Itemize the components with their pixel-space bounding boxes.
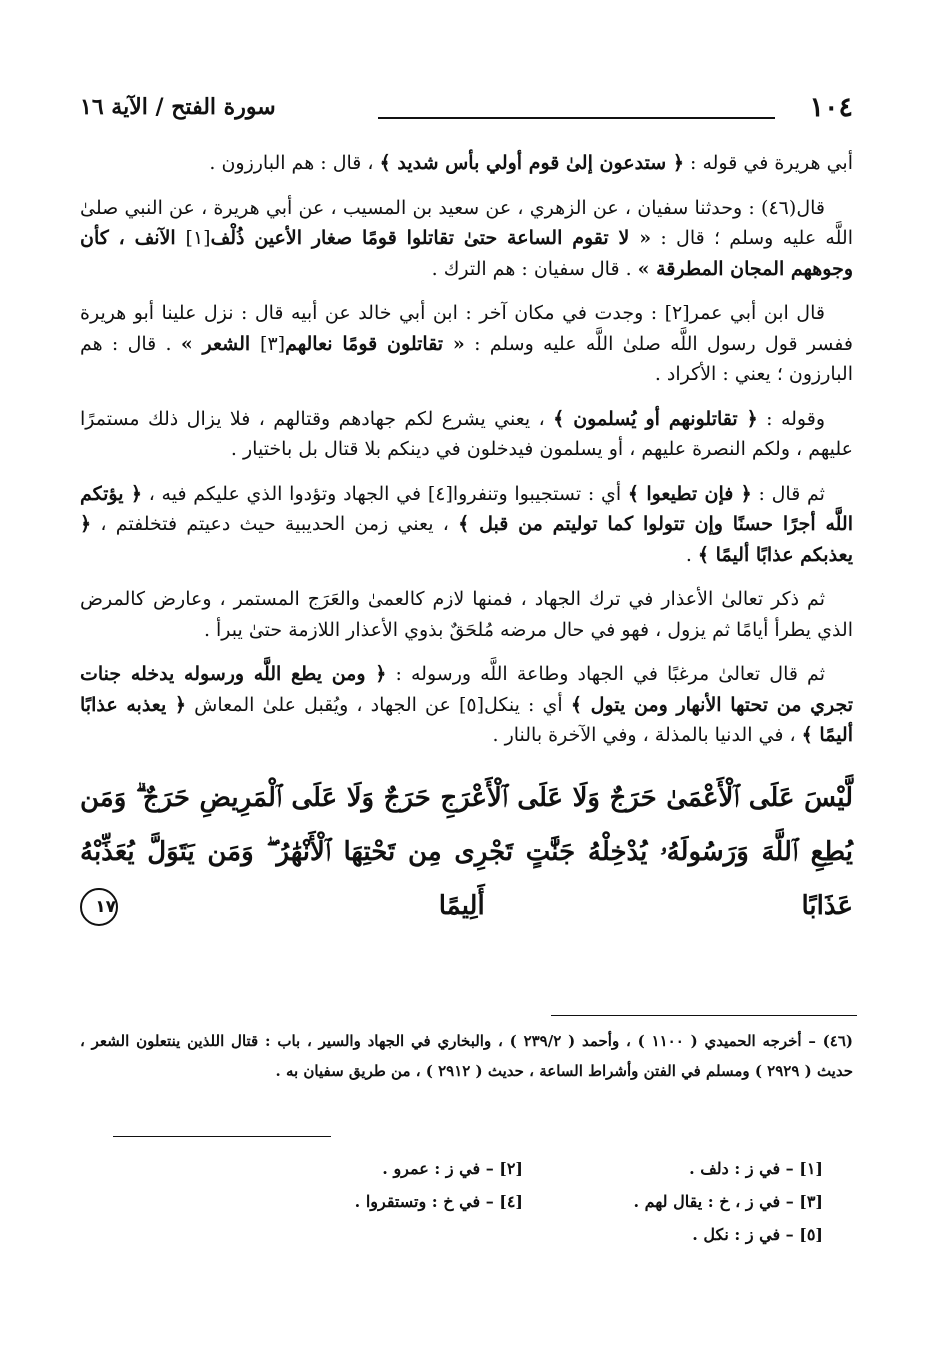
page-number: ١٠٤ xyxy=(809,92,853,123)
text-segment: [٤] xyxy=(427,482,453,505)
quoted-text: الشعر » xyxy=(180,332,261,355)
text-segment: : وجدت في مكان آخر : ابن أبي خالد عن أبيه قال : نزل علينا أبو هريرة ففسر قول رسول اللَّه صلىٰ اللَّه عليه وسلم : xyxy=(80,302,853,355)
text-segment: [٥] xyxy=(458,693,485,716)
quoted-text: ﴿ فإن تطيعوا ﴾ xyxy=(627,482,752,505)
text-segment: [٣] xyxy=(260,332,286,355)
variant-note: [١] – في ز : دلف . xyxy=(689,1159,823,1178)
variant-note xyxy=(223,1218,523,1251)
text-segment: [٢] xyxy=(664,302,690,324)
text-segment: ، قال : هم البارزون . xyxy=(209,152,380,174)
variant-note: [٢] – في ز : عمرو . xyxy=(382,1159,523,1178)
text-segment: ، في الدنيا بالمذلة ، وفي الآخرة بالنار . xyxy=(492,724,802,746)
text-segment: أبي هريرة في قوله : xyxy=(683,152,853,174)
quoted-text: ﴿ ستدعون إلىٰ قوم أولي بأس شديد ﴾ xyxy=(379,152,684,174)
text-segment: : وحدثنا سفيان ، عن الزهري ، عن سعيد بن المسيب ، عن أبي هريرة ، عن النبي صلىٰ اللَّه عليه وسلم ؛ قال : xyxy=(80,196,853,249)
paragraph xyxy=(80,193,853,285)
ayah-number-badge: ١٧ xyxy=(80,888,118,926)
text-segment: قال ابن أبي عمر xyxy=(689,302,825,324)
variant-note: [٥] – في ز : نكل . xyxy=(692,1225,823,1244)
manuscript-variants xyxy=(223,1152,823,1251)
page-header xyxy=(80,92,853,132)
quoted-text: الآنف ، كأن وجوههم المجان المطرقة » xyxy=(80,227,853,280)
footnote-46: (٤٦) – أخرجه الحميدي ( ١١٠٠ ) ، وأحمد ( ٢٣٩/٢ ) ، والبخاري في الجهاد والسير ، باب : قتال اللذين ينتعلون الشعر ، حديث ( ٢٩٢٩ ) ومسلم في الفتن وأشراط الساعة ، حديث ( ٢٩١٢ ) ، من طريق سفيان به . xyxy=(80,1032,853,1080)
paragraph xyxy=(80,479,853,571)
text-segment: . xyxy=(685,543,698,566)
quoted-text: ﴿ يعذبكم عذابًا أليمًا ﴾ xyxy=(80,513,853,566)
text-segment: (٤٦) xyxy=(761,196,797,219)
paragraph-list xyxy=(80,148,853,751)
text-segment: . قال : هم البارزون ؛ يعني : الأكراد . xyxy=(80,332,853,385)
text-segment: أي : تستجيبوا وتنفروا xyxy=(452,482,628,505)
text-segment: أي : ينكل xyxy=(484,693,571,716)
text-segment: قال xyxy=(796,196,825,219)
quoted-text: ﴿ يؤتكم اللَّه أجرًا حسنًا وإن تتولوا كما توليتم من قبل ﴾ xyxy=(80,482,853,535)
text-segment: ثم قال : xyxy=(751,482,825,505)
text-segment: . قال سفيان : هم الترك . xyxy=(431,257,638,280)
quoted-text: « تقاتلون قومًا نعالهم xyxy=(285,332,465,355)
text-segment: ، يعني يشرع لكم جهادهم وقتالهم ، فلا يزال ذلك مستمرًا عليهم ، ولكم النصرة عليهم ، أو يسلمون فيدخلون في دينكم بلا قتال بل باختيار . xyxy=(80,407,853,460)
footnote-separator xyxy=(551,1015,857,1016)
text-segment: ثم ذكر تعالىٰ الأعذار في ترك الجهاد ، فمنها لازم كالعمىٰ والعَرَج المستمر ، وعارض كالمرض الذي يطرأ أيامًا ثم يزول ، فهو في حال مرضه مُلحَقٌ بذوي الأعذار اللازمة حتىٰ يبرأ . xyxy=(80,588,853,641)
quran-verse xyxy=(80,771,853,933)
paragraph xyxy=(80,584,853,645)
variant-row xyxy=(223,1185,823,1218)
text-segment: وقوله : xyxy=(757,407,825,430)
paragraph xyxy=(80,298,853,390)
variant-row xyxy=(223,1218,823,1251)
quoted-text: ﴿ تقاتلونهم أو يُسلمون ﴾ xyxy=(553,407,758,430)
variant-row xyxy=(223,1152,823,1185)
header-rule xyxy=(378,117,775,119)
variant-note: [٤] – في خ : وتستقروا . xyxy=(354,1192,523,1211)
text-segment: في الجهاد وتؤدوا الذي عليكم فيه ، xyxy=(141,482,428,505)
commentary-body xyxy=(80,148,853,933)
paragraph xyxy=(80,659,853,751)
quoted-text: ﴿ يعذبه عذابًا أليمًا ﴾ xyxy=(80,693,853,746)
variant-note: [٣] – في ز ، خ : يقال لهم . xyxy=(633,1192,823,1211)
quoted-text: « لا تقوم الساعة حتىٰ تقاتلوا قومًا صغار الأعين ذُلْف xyxy=(210,227,652,249)
surah-title: سورة الفتح / الآية ١٦ xyxy=(80,94,276,120)
quoted-text: ﴿ ومن يطع اللَّه ورسوله يدخله جنات تجري من تحتها الأنهار ومن يتول ﴾ xyxy=(80,663,853,716)
text-segment: ، يعني زمن الحديبية حيث دعيتم فتخلفتم ، xyxy=(91,513,459,535)
text-segment: [١] xyxy=(185,227,211,249)
verse-text: لَّيْسَ عَلَى ٱلْأَعْمَىٰ حَرَجٌ وَلَا عَلَى ٱلْأَعْرَجِ حَرَجٌ وَلَا عَلَى ٱلْمَرِيضِ حَرَجٌ ۗ وَمَن يُطِعِ ٱللَّهَ وَرَسُولَهُۥ يُدْخِلْهُ جَنَّٰتٍ تَجْرِى مِن تَحْتِهَا ٱلْأَنْهَٰرُ ۖ وَمَن يَتَوَلَّ يُعَذِّبْهُ عَذَابًا أَلِيمًا xyxy=(80,782,853,921)
variants-separator xyxy=(113,1136,331,1137)
text-segment: عن الجهاد ، ويُقبل علىٰ المعاش xyxy=(186,693,459,716)
text-segment: ثم قال تعالىٰ مرغبًا في الجهاد وطاعة اللَّه ورسوله : xyxy=(386,663,825,685)
paragraph xyxy=(80,148,853,179)
paragraph xyxy=(80,404,853,465)
